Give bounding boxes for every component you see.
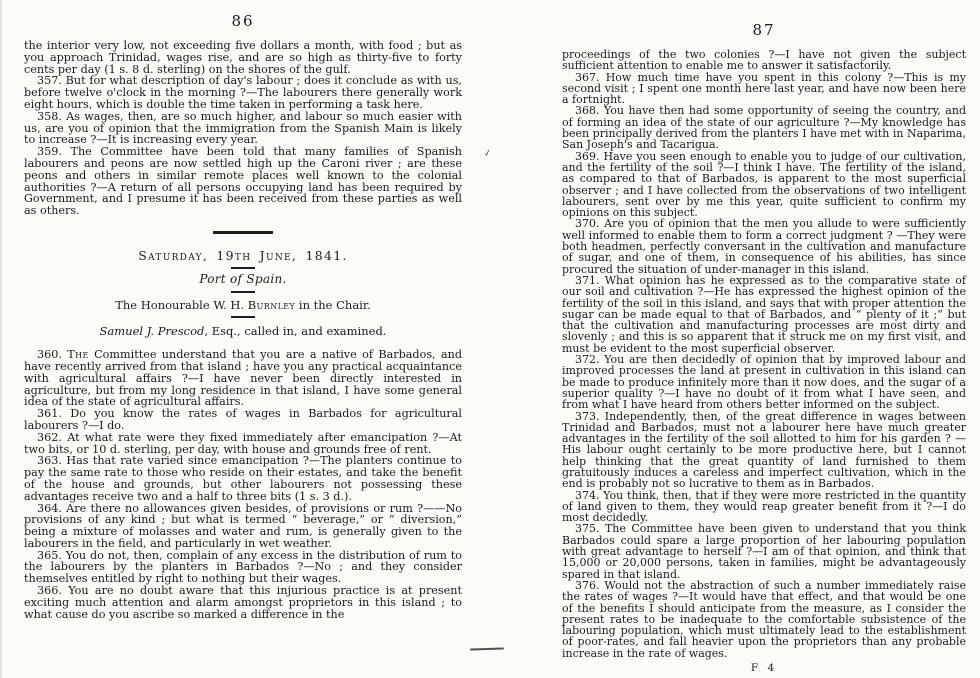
chairman-prefix: The Honourable W. H. [115, 297, 248, 312]
qa-item-367: 367. How much time have you spent in this colony ?—This is my second visit ; I spent one month here last year, and have now been here a fortnight. [562, 70, 966, 107]
paragraph-continuation-left: the interior very low, not exceeding five dollars a month, with food ; but as you approach Trinidad, wages rise, and are so high as thirty-five to forty cents per day (1 s. 8 d. sterling) on the shores of the gulf. [24, 39, 462, 76]
section-divider-rule [213, 231, 273, 234]
qa-item-366: 366. You are no doubt aware that this injurious practice is at present exciting much attention and alarm amongst proprietors in this island ; to what cause do you ascribe so marked a difference in the [24, 584, 462, 621]
qa-item-363: 363. Has that rate varied since emancipation ?—The planters continue to pay the same rate to those who reside on their estates, and take the benefit of the house and grounds, but other labourers not possessing these advantages receive two and a half to three bits (1 s. 3 d.). [24, 454, 462, 503]
qa-item-372: 372. You are then decidedly of opinion that by improved labour and improved processes the land at present in cultivation in this island can be made to produce infinitely more than it now does, and the sugar of a superior quality ?—I have no doubt of it from what I have seen, and from what I have heard from others better informed on the subject. [562, 353, 966, 412]
qa-item-361: 361. Do you know the rates of wages in Barbados for agricultural labourers ?—I do. [24, 407, 462, 432]
short-rule [231, 316, 255, 318]
short-rule [231, 267, 255, 269]
qa-item-376: 376. Would not the abstraction of such a number immediately raise the rates of wages ?—It would have that effect, and that would be one of the benefits I should anticipate from the measure, as I consider the present rates to be inadequate to the comfortable subsistence of the labouring population, which must ultimately lead to the establishment of poor-rates, and fall heavier upon the proprietors than any probable increase in the rate of wages. [562, 578, 966, 660]
page-number-right: 87 [752, 21, 776, 39]
qa-item-362: 362. At what rate were they fixed immediately after emancipation ?—At two bits, or 10 d. sterling, per day, with house and grounds free of rent. [24, 430, 462, 456]
witness-suffix: , Esq., called in, and examined. [204, 324, 387, 339]
paragraph-continuation-right: proceedings of the two colonies ?—I have not given the subject sufficient attention to enable me to answer it satisfactorily. [562, 48, 966, 73]
qa-item-369: 369. Have you seen enough to enable you to judge of our cultivation, and the fertility of the soil ?—I think I have. The fertility of the island, as compared to that of Barbados, is apparent to the most superficial observer ; and I have collected from the observations of two intelligent labourers, sent over by me this year, quite sufficient to confirm my opinions on this subject. [562, 149, 966, 220]
qa-360-number: 360. [37, 348, 68, 362]
short-rule [231, 291, 255, 293]
qa-360-smallcaps: The [67, 348, 89, 362]
page-number-left: 86 [231, 12, 255, 30]
qa-item-370: 370. Are you of opinion that the men you allude to were sufficiently well informed to enable them to form a correct judgment ? —They were both headmen, perfectly conversant in the cultivation and manufacture of sugar, and one of them, in consequence of his abilities, has since procured the situation of under-manager in this island. [562, 217, 966, 276]
chairman-suffix: in the Chair. [295, 297, 371, 312]
qa-item-375: 375. The Committee have been given to understand that you think Barbados could spare a large proportion of her labouring population with great advantage to herself ?—I am of that opinion, and think that 15,000 or 20,000 persons, taken in families, might be advantageously spared in that island. [562, 522, 966, 581]
chairman-line [24, 297, 462, 312]
qa-item-374: 374. You think, then, that if they were more restricted in the quantity of land given to them, they would reap greater benefit from it ?—I do most decidedly. [562, 488, 966, 525]
chairman-name: Burnley [247, 297, 296, 312]
printers-signature-mark: F 4 [750, 662, 778, 675]
session-place: Port of Spain. [199, 271, 287, 286]
page-87 [562, 21, 966, 675]
qa-item-368: 368. You have then had some opportunity of seeing the country, and of forming an idea of the state of our agriculture ?—My knowledge has been principally derived from the planters I have met with in Naparima, San Joseph's and Tacarigua. [562, 104, 966, 152]
qa-360-text: Committee understand that you are a native of Barbados, and have recently arrived from that island ; have you any practical acquaintance with agricultural affairs ?—I have never been directly interested in agriculture, but from my long residence in that island, I have some general idea of the state of agricultural affairs. [24, 348, 463, 409]
qa-item-359: 359. The Committee have been told that many families of Spanish labourers and peons are now settled high up the Caroni river ; are these peons and others in similar remote places well known to the colonial authorities ?—A return of all persons occupying land has been required by Government, and I presume it has been received from these parties as well as others. [24, 145, 462, 218]
witness-line [24, 326, 462, 338]
qa-item-358: 358. As wages, then, are so much higher, and labour so much easier with us, are you of opinion that the immigration from the Spanish Main is likely to increase ?—It is increasing every year. [24, 109, 462, 147]
session-date: Saturday, 19th June, 1841. [138, 247, 348, 263]
session-heading [24, 231, 462, 338]
qa-item-364: 364. Are there no allowances given besides, of provisions or rum ?——No provisions of any kind ; but what is termed “ beverage,” or “ diversion,” being a mixture of molasses and water and rum, is generally given to the labourers in the field, and particularly in wet weather. [24, 501, 462, 550]
qa-item-365: 365. You do not, then, complain of any excess in the distribution of rum to the labourers by the planters in Barbados ?—No ; and they consider themselves entitled by right to nothing but their wages. [24, 548, 462, 586]
witness-name: Samuel J. Prescod [99, 324, 205, 339]
qa-item-373: 373. Independently, then, of the great difference in wages between Trinidad and Barbados, must not a labourer here have much greater advantages in the fertility of the soil allotted to him for his garden ? —His labour ought certainly to be more productive here, but I cannot help thinking that the great quantity of land furnished to them gratuitously induces a careless and imperfect cultivation, which in the end is probably not so lucrative to them as in Barbados. [562, 409, 966, 491]
qa-item-357: 357. But for what description of day's labour ; does it conclude as with us, before twelve o'clock in the morning ?—The labourers there generally work eight hours, which is double the time taken in performing a task here. [24, 74, 462, 111]
qa-item-360 [24, 349, 462, 408]
scan-edge-shadow [0, 0, 3, 678]
qa-item-371: 371. What opinion has he expressed as to the comparative state of our soil and cultivation ?—He has expressed the highest opinion of the fertility of the soil in this island, and says that with proper attention the sugar can be made equal to that of Barbados, and “ plenty of it ;” but that the cultivation and manufacturing processes are most dirty and slovenly ; and this is so apparent that it struck me on my first visit, and must be evident to the most superficial observer. [562, 273, 966, 355]
pen-dash-mark [470, 647, 504, 650]
page-86 [24, 12, 463, 621]
pen-tick-mark: ✓ [483, 148, 493, 160]
